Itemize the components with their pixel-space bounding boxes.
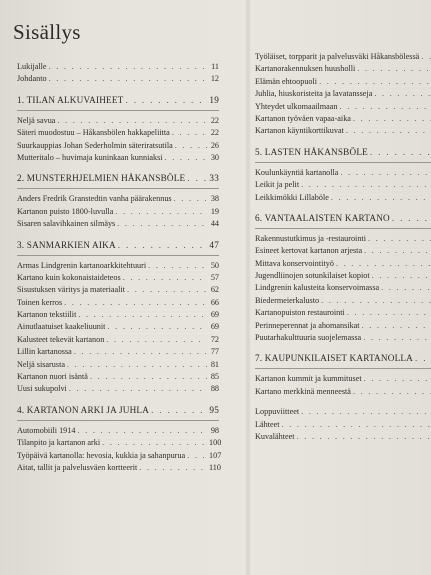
toc-entry-title: Armas Lindgrenin kartanoarkkitehtuuri — [17, 260, 147, 270]
toc-entry — [255, 126, 431, 138]
toc-entry-title: Elämän ehtoopuoli — [255, 76, 318, 86]
toc-page-number: 98 — [210, 425, 219, 435]
leader-dots — [172, 128, 207, 137]
leader-dots — [174, 194, 207, 203]
section-gap — [255, 345, 431, 353]
toc-entry-title: Yhteydet ulkomaailmaan — [255, 101, 338, 111]
toc-left-column — [17, 62, 222, 475]
toc-entry-title: Kartanon käyntikorttikuvat — [255, 126, 344, 136]
book-gutter — [245, 0, 251, 575]
leader-dots — [187, 173, 207, 183]
toc-page-number: 85 — [210, 372, 219, 382]
toc-page-number: 19 — [210, 206, 219, 216]
toc-entry-title: Neljä sisarusta — [17, 359, 65, 369]
leader-dots — [321, 296, 431, 305]
leader-dots — [357, 64, 431, 73]
toc-entry — [17, 62, 219, 74]
page-title: Sisällys — [13, 20, 81, 44]
section-gap — [17, 232, 219, 240]
leader-dots — [118, 240, 207, 250]
leader-dots — [78, 310, 207, 319]
leader-dots — [346, 126, 431, 135]
toc-entry — [17, 450, 222, 463]
toc-entry-title: 3. SANMARKIEN AIKA — [17, 239, 116, 250]
toc-page-number: 11 — [211, 62, 219, 71]
toc-entry-title: Jugendliinojen sotunkilaiset kopiot — [255, 271, 370, 281]
leader-dots — [331, 193, 431, 202]
leader-dots — [69, 384, 207, 393]
toc-entry — [17, 335, 219, 347]
toc-entry-title: 5. LASTEN HÅKANSBÖLE — [255, 146, 368, 157]
leader-dots — [340, 168, 431, 177]
toc-page-number: 69 — [210, 322, 219, 332]
leader-dots — [57, 116, 207, 125]
toc-entry-title: Juhlia, hiuskoristeita ja lavatansseja — [255, 89, 373, 99]
toc-section-heading — [17, 173, 219, 186]
toc-entry-title: Uusi sukupolvi — [17, 384, 67, 394]
toc-entry — [17, 360, 219, 372]
section-gap — [255, 139, 431, 147]
section-rule — [255, 368, 431, 369]
leader-dots — [117, 219, 207, 228]
toc-entry-title: 2. MUNSTERHJELMIEN HÅKANSBÖLE — [17, 173, 186, 184]
toc-entry — [17, 285, 219, 297]
toc-entry — [17, 153, 219, 165]
toc-entry — [17, 116, 219, 128]
leader-dots — [282, 420, 431, 429]
leader-dots — [301, 180, 431, 189]
toc-entry-title: Työpäivä kartanolla: hevosia, kukkia ja sahanpurua — [17, 450, 186, 460]
toc-entry-title: Lindgrenin kalusteita konservoimassa — [255, 283, 380, 293]
toc-entry — [17, 219, 219, 231]
section-gap — [255, 205, 431, 213]
section-gap — [17, 165, 219, 173]
toc-entry-title: Kuvalähteet — [255, 431, 295, 441]
toc-entry — [255, 296, 431, 308]
toc-entry-title: Koulunkäyntiä kartanolla — [255, 167, 339, 177]
toc-entry-title: Aitat, tallit ja palvelusväen kortteerit — [17, 462, 138, 472]
toc-entry-title: Kartano kuin kokonaistaideteos — [17, 272, 121, 282]
toc-entry — [255, 333, 431, 345]
toc-entry — [255, 308, 431, 320]
leader-dots — [115, 207, 207, 216]
toc-entry — [255, 180, 431, 192]
toc-entry — [255, 420, 431, 432]
leader-dots — [362, 321, 431, 330]
leader-dots — [336, 259, 431, 268]
toc-entry-title: Leikit ja pelit — [255, 180, 300, 190]
section-rule — [17, 188, 219, 189]
toc-entry-title: Puutarhakulttuuria suojelemassa — [255, 333, 362, 343]
section-rule — [17, 110, 219, 111]
toc-page-number: 107 — [209, 450, 222, 460]
toc-page-number: 69 — [210, 310, 219, 320]
toc-entry-title: Kalusteet tekevät kartanon — [17, 334, 105, 344]
toc-page-number: 19 — [209, 94, 219, 105]
leader-dots — [127, 285, 207, 294]
leader-dots — [90, 372, 207, 381]
toc-entry — [17, 74, 219, 86]
toc-entry — [17, 463, 219, 475]
leader-dots — [368, 234, 431, 243]
toc-entry — [255, 432, 431, 444]
toc-entry — [255, 374, 431, 386]
toc-entry — [17, 322, 219, 334]
toc-entry-title: Biedermeierkalusto — [255, 295, 320, 305]
toc-entry — [255, 246, 431, 258]
toc-entry-title: Perinneperennat ja ahomansikat — [255, 320, 360, 330]
toc-page-number: 77 — [210, 347, 219, 357]
leader-dots — [363, 333, 431, 342]
toc-entry-title: Automobiili 1914 — [17, 425, 76, 435]
toc-right-column — [255, 52, 431, 444]
toc-entry-title: Kartanorakennuksen huusholli — [255, 64, 356, 74]
toc-page-number: 88 — [210, 384, 219, 394]
toc-entry-title: Ainutlaatuiset kaakeliuunit — [17, 322, 106, 332]
leader-dots — [374, 89, 431, 98]
toc-page-number: 38 — [210, 194, 219, 204]
leader-dots — [381, 283, 431, 292]
section-gap — [17, 87, 219, 95]
toc-page-number: 22 — [210, 128, 219, 138]
toc-entry-title: 7. KAUPUNKILAISET KARTANOLLA — [255, 353, 414, 364]
leader-dots — [175, 141, 207, 150]
leader-dots — [301, 407, 431, 416]
toc-page-number: 30 — [210, 152, 219, 162]
section-rule — [17, 255, 219, 256]
toc-section-heading — [17, 95, 219, 108]
leader-dots — [107, 322, 207, 331]
toc-entry-title: Kartanon nuori isäntä — [17, 372, 88, 382]
toc-section-heading — [255, 213, 431, 226]
toc-entry-title: Säteri muodostuu – Håkansbölen hakkapeliitta — [17, 128, 170, 138]
leader-dots — [123, 273, 207, 282]
toc-entry-title: Kartanopuiston restaurointi — [255, 308, 345, 318]
toc-entry — [17, 261, 219, 273]
section-rule — [255, 162, 431, 163]
leader-dots — [347, 308, 431, 317]
leader-dots — [392, 213, 431, 223]
leader-dots — [64, 298, 207, 307]
toc-entry — [255, 193, 431, 205]
toc-page-number: 26 — [210, 140, 219, 150]
toc-page-number: 100 — [209, 438, 222, 448]
leader-dots — [364, 374, 431, 383]
toc-entry — [255, 168, 431, 180]
toc-page-number: 12 — [210, 74, 219, 84]
toc-entry — [255, 102, 431, 114]
section-rule — [255, 228, 431, 229]
toc-entry-title: Kartanon työväen vapaa-aika — [255, 113, 351, 123]
toc-entry — [17, 128, 219, 140]
leader-dots — [139, 463, 207, 472]
toc-entry-title: Mutteritalo – huvimaja kuninkaan kunniaksi — [17, 152, 163, 162]
toc-section-heading — [17, 405, 219, 418]
leader-dots — [49, 62, 207, 71]
toc-entry — [255, 64, 431, 76]
toc-entry — [17, 207, 219, 219]
toc-entry — [17, 273, 219, 285]
toc-entry — [255, 77, 431, 89]
toc-entry-title: Neljä savua — [17, 115, 56, 125]
toc-entry — [17, 426, 219, 438]
toc-entry-title: Kartanon kummit ja kummituset — [255, 374, 362, 384]
toc-entry-title: Lillin kartanossa — [17, 347, 72, 357]
toc-page-number: 110 — [209, 462, 221, 472]
toc-entry-title: Mittava konservointityö — [255, 258, 334, 268]
toc-entry-title: Toinen kerros — [17, 297, 63, 307]
leader-dots — [102, 438, 207, 447]
toc-entry — [255, 234, 431, 246]
toc-entry-title: Työläiset, torpparit ja palvelusväki Håkansbölessä — [255, 52, 420, 61]
toc-entry-title: 4. KARTANON ARKI JA JUHLA — [17, 404, 150, 415]
section-gap — [17, 397, 219, 405]
toc-entry — [255, 321, 431, 333]
toc-entry-title: Esineet kertovat kartanon arjesta — [255, 246, 363, 256]
section-rule — [17, 420, 219, 421]
toc-section-heading — [17, 240, 219, 253]
toc-entry-title: Tilanpito ja kartanon arki — [17, 438, 101, 448]
leader-dots — [340, 102, 431, 111]
toc-entry-title: Kartano merkkinä menneestä — [255, 386, 351, 396]
toc-entry — [255, 89, 431, 101]
toc-entry-title: Johdanto — [17, 74, 47, 84]
toc-entry — [17, 347, 219, 359]
leader-dots — [372, 271, 431, 280]
toc-entry — [255, 114, 431, 126]
toc-entry — [255, 387, 431, 399]
toc-entry — [17, 310, 219, 322]
toc-entry-title: Lähteet — [255, 419, 280, 429]
toc-page-number: 44 — [210, 219, 219, 229]
toc-entry-title: Kartanon puisto 1800-luvulla — [17, 206, 114, 216]
leader-dots — [421, 52, 431, 61]
toc-entry — [255, 283, 431, 295]
toc-entry-title: Leikkimökki Lillaböle — [255, 192, 329, 202]
toc-entry-title: Lukijalle — [17, 62, 47, 71]
toc-page-number: 47 — [209, 239, 219, 250]
leader-dots — [364, 246, 431, 255]
toc-entry — [17, 298, 219, 310]
toc-entry — [255, 271, 431, 283]
toc-entry — [17, 194, 219, 206]
toc-entry — [17, 384, 219, 396]
toc-entry-title: Kartanon tekstiilit — [17, 310, 77, 320]
leader-dots — [151, 405, 207, 415]
leader-dots — [126, 95, 208, 105]
leader-dots — [187, 451, 207, 460]
toc-section-heading — [255, 147, 431, 160]
toc-page-number: 95 — [209, 404, 219, 415]
leader-dots — [148, 261, 207, 270]
leader-dots — [370, 147, 431, 157]
leader-dots — [74, 347, 207, 356]
leader-dots — [297, 432, 431, 441]
toc-entry — [17, 438, 222, 450]
leader-dots — [49, 74, 207, 83]
toc-page-number: 81 — [210, 359, 219, 369]
toc-page-number: 62 — [210, 285, 219, 295]
leader-dots — [106, 335, 207, 344]
leader-dots — [415, 353, 431, 363]
toc-page-number: 22 — [210, 115, 219, 125]
toc-entry — [17, 372, 219, 384]
leader-dots — [319, 77, 431, 86]
toc-entry-title: 6. VANTAALAISTEN KARTANO — [255, 212, 390, 223]
toc-page-number: 57 — [210, 272, 219, 282]
toc-page-number: 72 — [210, 334, 219, 344]
toc-entry — [255, 407, 431, 419]
toc-page-number: 50 — [210, 260, 219, 270]
toc-entry-title: 1. TILAN ALKUVAIHEET — [17, 94, 124, 105]
toc-entry — [255, 52, 431, 64]
toc-section-heading — [255, 353, 431, 366]
section-gap — [255, 399, 431, 407]
leader-dots — [77, 426, 207, 435]
toc-entry-title: Sisustuksen väritys ja materiaalit — [17, 285, 126, 295]
leader-dots — [353, 387, 431, 396]
toc-entry-title: Loppuviitteet — [255, 407, 300, 417]
toc-entry — [255, 259, 431, 271]
toc-entry — [17, 141, 219, 153]
toc-page-number: 33 — [209, 173, 219, 184]
toc-entry-title: Sisaren salavihkainen silmäys — [17, 219, 116, 229]
toc-entry-title: Suurkauppias Johan Sederholmin säteriratsutila — [17, 140, 173, 150]
toc-entry-title: Anders Fredrik Granstedtin vanha päärakennus — [17, 194, 172, 204]
leader-dots — [353, 114, 431, 123]
leader-dots — [165, 153, 207, 162]
toc-entry-title: Rakennustutkimus ja -restaurointi — [255, 233, 366, 243]
leader-dots — [67, 360, 207, 369]
toc-page-number: 66 — [210, 297, 219, 307]
